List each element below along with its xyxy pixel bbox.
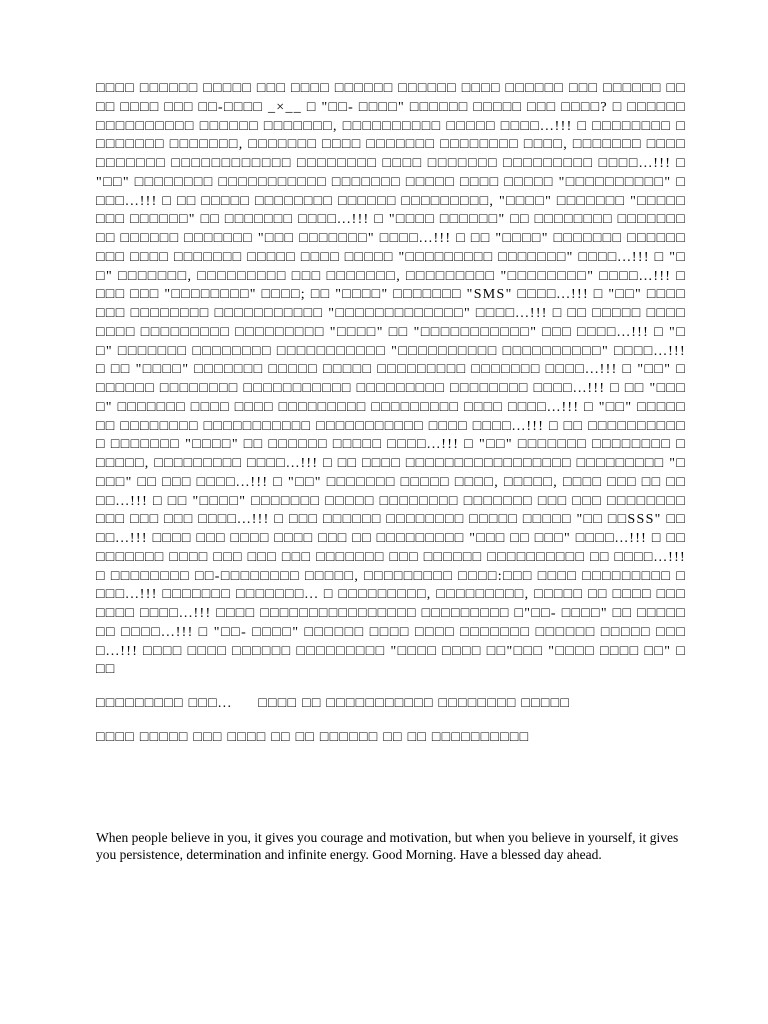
- main-paragraph: □□□□ □□□□□□ □□□□□ □□□ □□□□ □□□□□□ □□□□□□ □□□□ □□□□□□ □□□ □□□□□□ □□□□ □□□□ □□□ □□-□□□□ _×__ □ "□□- □□□□" □□□□□□ □□□□□ □□□ □□□□? □ □□□□□□ □□□□□□□□□□ □□□□□□ □□□□□□□, □□□□□□□□□□ □□□□□ □□□□...!!! □ □□□□□□□□ □□□□□□□□ □□□□□□□, □□□□□□□ □□□□ □□□□□□□ □□□□□□□□ □□□□, □□□□□□□ □□□□□□□□□□□ □□□□□□□□□□□□ □□□□□□□□ □□□□ □□□□□□□ □□□□□□□□□ □□□□...!!! □ "□□" □□□□□□□□ □□□□□□□□□□□ □□□□□□□ □□□□□ □□□□ □□□□□ "□□□□□□□□□□" □□□□...!!! □ □□ □□□□□ □□□□□□□□ □□□□□□ □□□□□□□□□, "□□□□" □□□□□□□ "□□□□□□□□ □□□□□□" □□ □□□□□□□ □□□□...!!! □ "□□□□ □□□□□□" □□ □□□□□□□□ □□□□□□□□□ □□□□□□ □□□□□□□ "□□□ □□□□□□□" □□□□...!!! □ □□ "□□□□" □□□□□□□ □□□□□□□□□ □□□□ □□□□□□□ □□□□□ □□□□ □□□□□ "□□□□□□□□□ □□□□□□□" □□□□...!!! □ "□□" □□□□□□□, □□□□□□□□□ □□□ □□□□□□□, □□□□□□□□□ "□□□□□□□□" □□□□...!!! □ □□□ □□□ "□□□□□□□□" □□□□; □□ "□□□□" □□□□□□□ "SMS" □□□□...!!! □ "□□" □□□□□□□ □□□□□□□□ □□□□□□□□□□□ "□□□□□□□□□□□□□" □□□□...!!! □ □□ □□□□□ □□□□□□□□ □□□□□□□□□ □□□□□□□□□ "□□□□" □□ "□□□□□□□□□□□" □□□ □□□□...!!! □ "□□" □□□□□□□ □□□□□□□□ □□□□□□□□□□□ "□□□□□□□□□□ □□□□□□□□□□" □□□□...!!! □ □□ "□□□□" □□□□□□□ □□□□□ □□□□□ □□□□□□□□□ □□□□□□□ □□□□...!!! □ "□□" □□□□□□□ □□□□□□□□ □□□□□□□□□□□ □□□□□□□□□ □□□□□□□□ □□□□...!!! □ □□ "□□□□" □□□□□□□ □□□□ □□□□ □□□□□□□□□ □□□□□□□□□ □□□□ □□□□...!!! □ "□□" □□□□□□□ □□□□□□□□ □□□□□□□□□□□ □□□□□□□□□□□ □□□□ □□□□...!!! □ □□ □□□□□□□□□□□ □□□□□□□ "□□□□" □□ □□□□□□ □□□□□ □□□□...!!! □ "□□" □□□□□□□ □□□□□□□□ □□□□□□, □□□□□□□□□ □□□□...!!! □ □□ □□□□ □□□□□□□□□□□□□□□□□ □□□□□□□□□ "□□□□" □□ □□□ □□□□...!!! □ "□□" □□□□□□□ □□□□□ □□□□, □□□□□, □□□□ □□□ □□ □□□□...!!! □ □□ "□□□□" □□□□□□□ □□□□□ □□□□□□□□ □□□□□□□ □□□ □□□ □□□□□□□□ □□□ □□□ □□□ □□□□...!!! □ □□□ □□□□□□ □□□□□□□□ □□□□□ □□□□□ "□□ □□SSS" □□□□...!!! □□□□ □□□ □□□□ □□□□ □□□ □□ □□□□□□□□□ "□□□ □□ □□□" □□□□...!!! □ □□□□□□□□□ □□□□ □□□ □□□ □□□ □□□□□□□ □□□ □□□□□□ □□□□□□□□□□ □□ □□□□...!!! □ □□□□□□□□ □□-□□□□□□□□ □□□□□, □□□□□□□□□ □□□□:□□□ □□□□ □□□□□□□□□ □□□□...!!! □□□□□□□ □□□□□□□... □ □□□□□□□□□, □□□□□□□□□, □□□□□ □□ □□□□ □□□ □□□□ □□□□...!!! □□□□ □□□□□□□□□□□□□□□□ □□□□□□□□□ □"□□- □□□□" □□ □□□□□□□ □□□□...!!! □ "□□- □□□□" □□□□□□ □□□□ □□□□ □□□□□□□ □□□□□□ □□□□□ □□□□...!!! □□□□ □□□□ □□□□□□ □□□□□□□□□ "□□□□ □□□□ □□"□□□ "□□□□ □□□□ □□" □□□: [96, 81, 686, 678]
- english-quote: When people believe in you, it gives you courage and motivation, but when you believe in yourself, it gives you persistence, determination and infinite energy. Good Morning. Have a blessed day ahead.: [96, 830, 679, 862]
- closing-line-right: □□□□ □□ □□□□□□□□□□□ □□□□□□□□ □□□□□: [258, 696, 571, 711]
- signature-line: □□□□ □□□□□ □□□ □□□□ □□ □□ □□□□□□ □□ □□ □□□□□□□□□□: [96, 730, 530, 745]
- closing-line-left: □□□□□□□□□ □□□...: [96, 696, 233, 711]
- closing-line: [96, 696, 676, 712]
